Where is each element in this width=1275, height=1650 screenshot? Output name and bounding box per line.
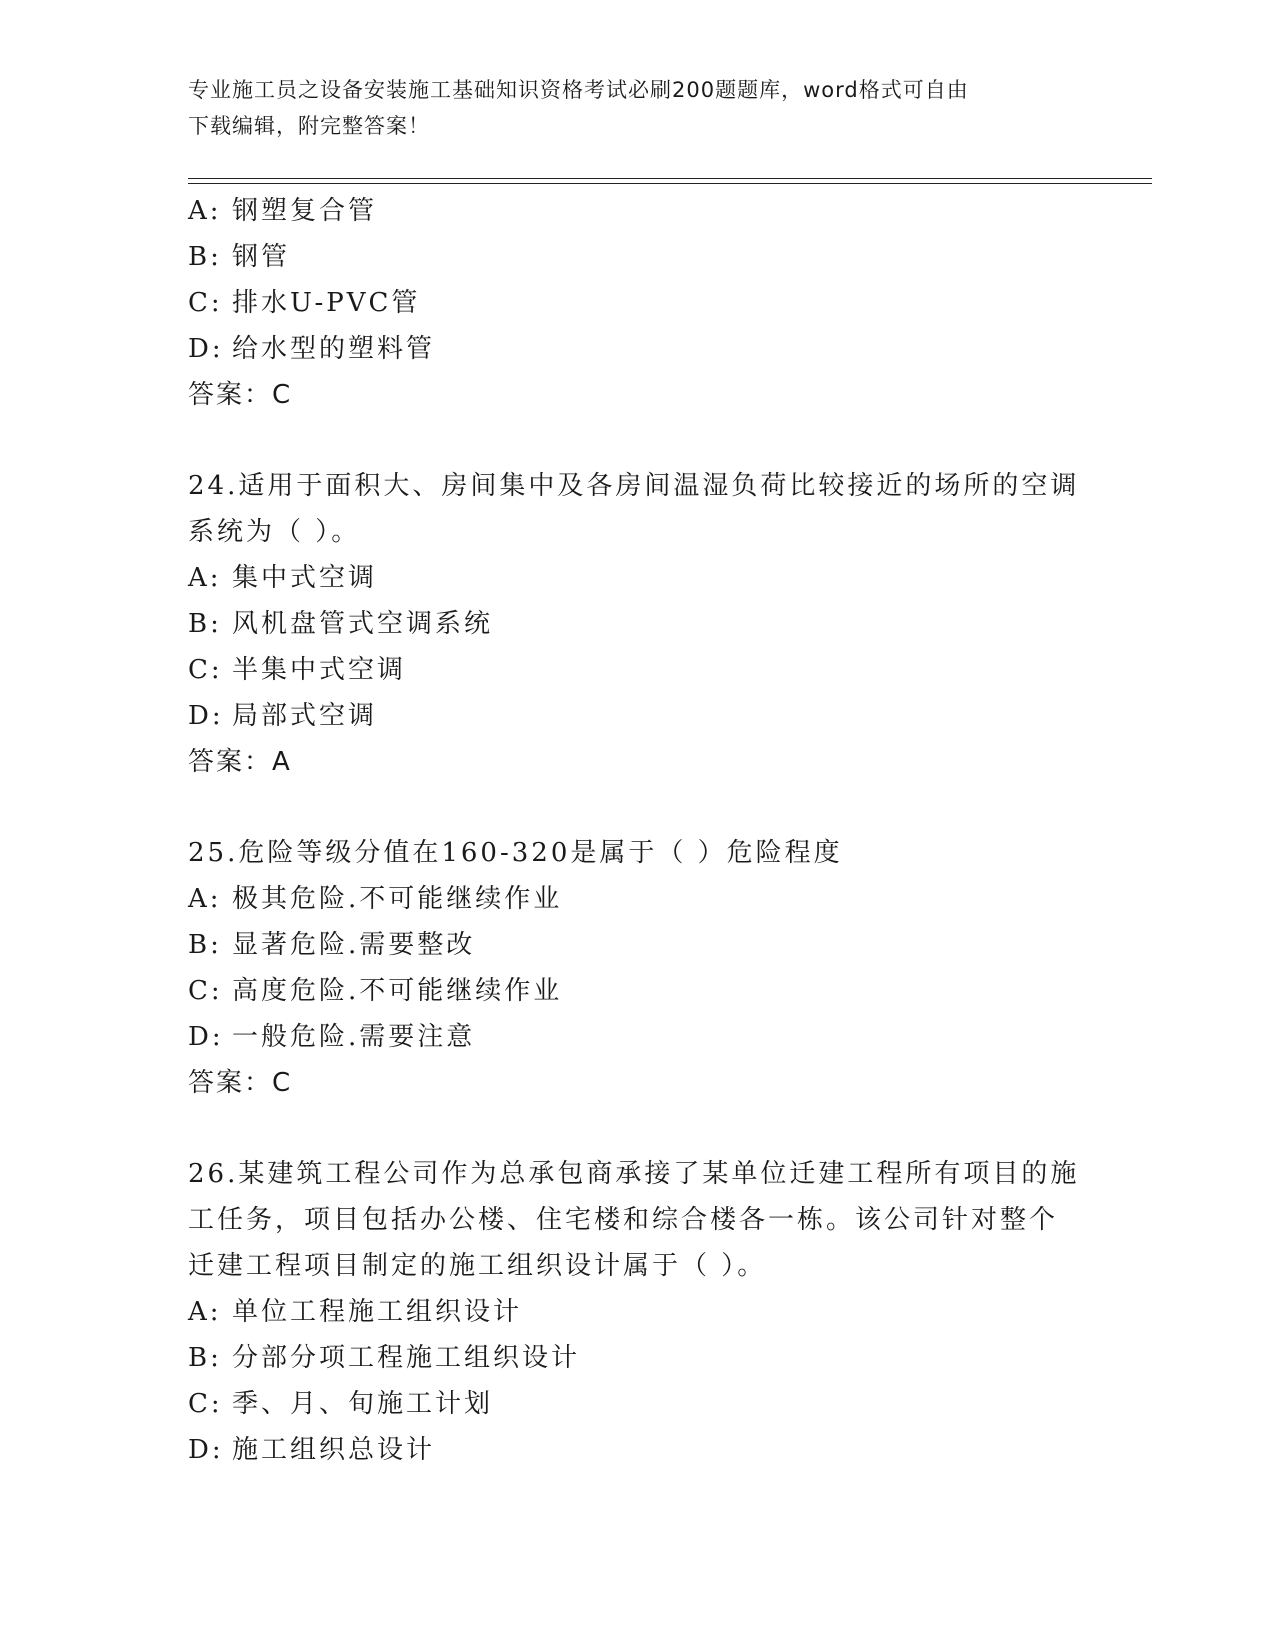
option-letter: A:	[188, 1297, 222, 1327]
option-text: 高度危险.不可能继续作业	[232, 976, 563, 1006]
question-25	[188, 830, 1088, 1106]
option-text: 给水型的塑料管	[232, 334, 436, 364]
document-header	[188, 72, 1088, 144]
option-a	[188, 555, 1088, 601]
question-24	[188, 463, 1088, 785]
question-stem-line: 迁建工程项目制定的施工组织设计属于（ ）。	[188, 1251, 767, 1281]
option-c	[188, 647, 1088, 693]
spacer	[188, 785, 1088, 830]
spacer	[188, 418, 1088, 463]
option-text: 分部分项工程施工组织设计	[232, 1343, 581, 1373]
header-line-1: 专业施工员之设备安装施工基础知识资格考试必刷200题题库，word格式可自由	[188, 78, 969, 102]
option-text: 钢管	[232, 242, 291, 272]
option-letter: B:	[188, 242, 222, 272]
answer-line: 答案：A	[188, 747, 292, 777]
header-divider-bottom	[188, 183, 1152, 184]
option-a	[188, 1289, 1088, 1335]
header-divider-top	[188, 178, 1152, 179]
header-line-2: 下载编辑，附完整答案！	[188, 114, 430, 138]
option-letter: D:	[188, 701, 224, 731]
question-stem-line: 25.危险等级分值在160-320是属于（ ）危险程度	[188, 838, 843, 868]
option-b	[188, 601, 1088, 647]
option-text: 半集中式空调	[232, 655, 407, 685]
question-stem-line: 24.适用于面积大、房间集中及各房间温湿负荷比较接近的场所的空调	[188, 471, 1080, 501]
option-a	[188, 188, 1088, 234]
question-stem-line: 系统为（ ）。	[188, 517, 361, 547]
option-a	[188, 876, 1088, 922]
option-letter: A:	[188, 196, 222, 226]
option-letter: A:	[188, 563, 222, 593]
option-text: 极其危险.不可能继续作业	[232, 884, 563, 914]
option-text: 显著危险.需要整改	[232, 930, 476, 960]
question-26	[188, 1151, 1088, 1473]
spacer	[188, 1106, 1088, 1151]
answer-line: 答案：C	[188, 380, 293, 410]
option-letter: C:	[188, 976, 223, 1006]
option-d	[188, 326, 1088, 372]
answer-line: 答案：C	[188, 1068, 293, 1098]
option-text: 钢塑复合管	[232, 196, 378, 226]
option-letter: D:	[188, 1022, 224, 1052]
option-text: 单位工程施工组织设计	[232, 1297, 523, 1327]
option-b	[188, 1335, 1088, 1381]
option-b	[188, 234, 1088, 280]
option-d	[188, 693, 1088, 739]
option-text: 集中式空调	[232, 563, 378, 593]
option-c	[188, 968, 1088, 1014]
option-letter: B:	[188, 609, 222, 639]
option-text: 局部式空调	[232, 701, 378, 731]
question-23-continued	[188, 188, 1088, 418]
option-text: 排水U-PVC管	[232, 288, 421, 318]
option-text: 一般危险.需要注意	[232, 1022, 476, 1052]
option-d	[188, 1014, 1088, 1060]
option-b	[188, 922, 1088, 968]
question-list	[188, 188, 1088, 1473]
option-text: 风机盘管式空调系统	[232, 609, 494, 639]
option-letter: C:	[188, 1389, 223, 1419]
option-letter: C:	[188, 655, 223, 685]
option-letter: D:	[188, 334, 224, 364]
question-stem-line: 26.某建筑工程公司作为总承包商承接了某单位迁建工程所有项目的施	[188, 1159, 1080, 1189]
option-letter: D:	[188, 1435, 224, 1465]
option-c	[188, 1381, 1088, 1427]
question-stem-line: 工任务，项目包括办公楼、住宅楼和综合楼各一栋。该公司针对整个	[188, 1205, 1059, 1235]
option-letter: B:	[188, 930, 222, 960]
option-letter: B:	[188, 1343, 222, 1373]
option-text: 施工组织总设计	[232, 1435, 436, 1465]
option-letter: C:	[188, 288, 223, 318]
option-c	[188, 280, 1088, 326]
option-letter: A:	[188, 884, 222, 914]
option-text: 季、月、旬施工计划	[232, 1389, 494, 1419]
option-d	[188, 1427, 1088, 1473]
